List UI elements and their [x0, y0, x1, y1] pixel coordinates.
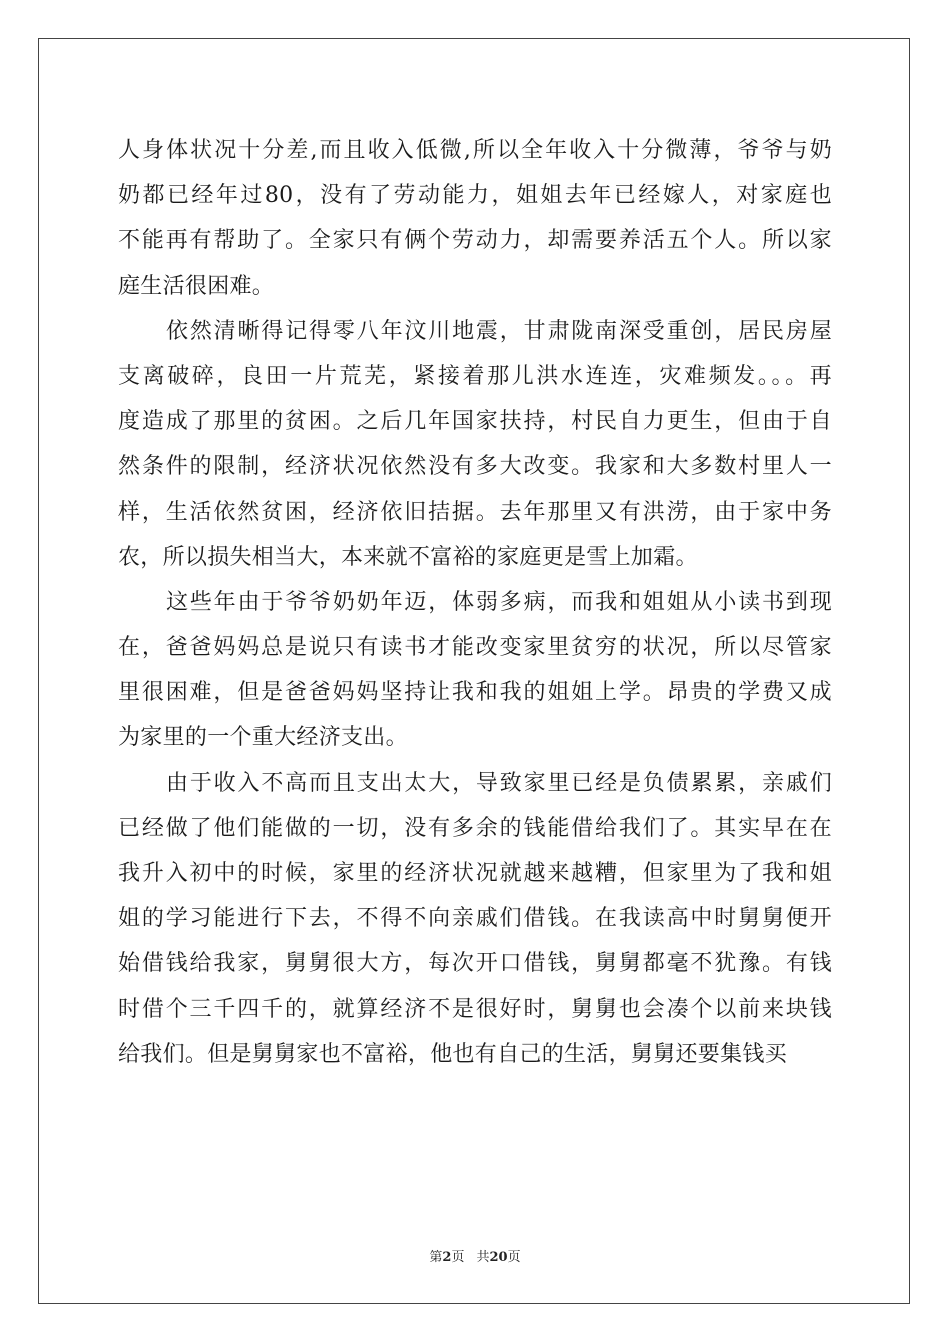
- page-total: 20: [489, 1250, 508, 1265]
- paragraph-line: 依然清晰得记得零八年汶川地震，甘肃陇南深受重创，居民房屋: [166, 318, 832, 344]
- paragraph-line: 度造成了那里的贫困。之后几年国家扶持，村民自力更生，但由于自: [118, 409, 832, 435]
- paragraph-line: 由于收入不高而且支出太大，导致家里已经是负债累累，亲戚们: [166, 770, 832, 796]
- paragraph-line: 时借个三千四千的，就算经济不是很好时，舅舅也会凑个以前来块钱: [118, 996, 832, 1022]
- paragraph-line: 然条件的限制，经济状况依然没有多大改变。我家和大多数村里人一: [118, 454, 832, 480]
- paragraph-line: 里很困难，但是爸爸妈妈坚持让我和我的姐姐上学。昂贵的学费又成: [118, 680, 832, 706]
- paragraph-line: 给我们。但是舅舅家也不富裕，他也有自己的生活，舅舅还要集钱买: [118, 1041, 788, 1067]
- paragraph-line: 庭生活很困难。: [118, 273, 275, 299]
- total-prefix: 共: [476, 1250, 490, 1265]
- paragraph-line: 姐的学习能进行下去，不得不向亲戚们借钱。在我读高中时舅舅便开: [118, 906, 832, 932]
- page-prefix: 第: [429, 1250, 443, 1265]
- page-suffix: 页: [451, 1250, 465, 1265]
- page-footer: [0, 1246, 950, 1265]
- paragraph-line: 在，爸爸妈妈总是说只有读书才能改变家里贫穷的状况，所以尽管家: [118, 635, 832, 661]
- paragraph-line: 已经做了他们能做的一切，没有多余的钱能借给我们了。其实早在在: [118, 815, 832, 841]
- document-body: [118, 128, 832, 1077]
- paragraph-line: 农，所以损失相当大，本来就不富裕的家庭更是雪上加霜。: [118, 544, 698, 570]
- paragraph-line: 样，生活依然贫困，经济依旧拮据。去年那里又有洪涝，由于家中务: [118, 499, 832, 525]
- page-current: 2: [442, 1250, 452, 1265]
- paragraph-line: 始借钱给我家，舅舅很大方，每次开口借钱，舅舅都毫不犹豫。有钱: [118, 951, 832, 977]
- total-suffix: 页: [507, 1250, 521, 1265]
- paragraph-line: 我升入初中的时候，家里的经济状况就越来越糟，但家里为了我和姐: [118, 861, 832, 886]
- paragraph-line: 奶都已经年过80，没有了劳动能力，姐姐去年已经嫁人，对家庭也: [118, 183, 832, 209]
- paragraph-line: 不能再有帮助了。全家只有俩个劳动力，却需要养活五个人。所以家: [118, 228, 832, 254]
- paragraph-line: 人身体状况十分差,而且收入低微,所以全年收入十分微薄，爷爷与奶: [118, 138, 832, 163]
- paragraph-line: 支离破碎，良田一片荒芜，紧接着那儿洪水连连，灾难频发。。。再: [118, 363, 832, 389]
- paragraph-line: 这些年由于爷爷奶奶年迈，体弱多病，而我和姐姐从小读书到现: [166, 589, 832, 615]
- paragraph-line: 为家里的一个重大经济支出。: [118, 725, 408, 751]
